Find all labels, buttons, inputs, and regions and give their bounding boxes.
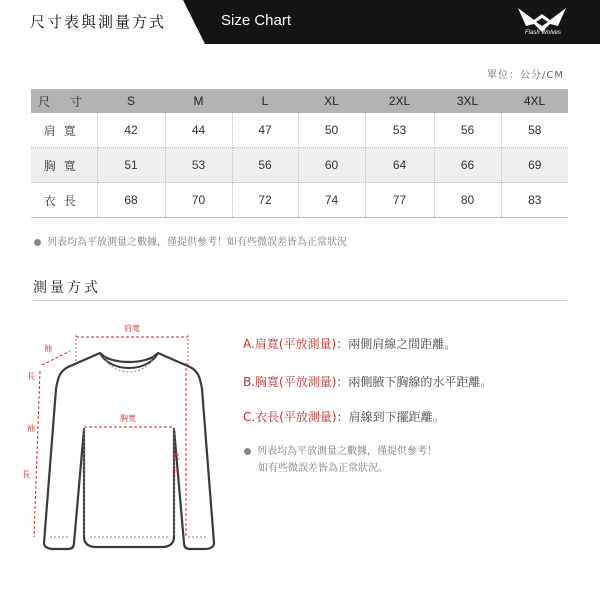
method-section-title: 測量方式 (33, 280, 101, 296)
table-cell: 74 (298, 183, 365, 218)
table-cell: 68 (97, 183, 165, 218)
measurement-note-line2: 如有些微誤差皆為正常狀況。 (258, 463, 388, 474)
length-label-2: 長 (172, 466, 180, 475)
column-header: S (97, 89, 165, 113)
shirt-outline (44, 353, 214, 549)
chest-label: 胸寬 (120, 414, 136, 423)
table-cell: 72 (232, 183, 298, 218)
column-header: L (232, 89, 298, 113)
table-cell: 50 (298, 113, 365, 148)
page-title: 尺寸表與測量方式 (30, 13, 167, 31)
bullet-icon (34, 239, 41, 246)
table-cell: 42 (97, 113, 165, 148)
table-cell: 51 (97, 148, 165, 183)
brand-name: Flash Wolves (524, 30, 561, 36)
page-subtitle: Size Chart (221, 12, 292, 29)
table-cell: 44 (165, 113, 232, 148)
table-cell: 83 (501, 183, 568, 218)
column-header: 尺 寸 (31, 89, 97, 113)
table-cell: 69 (501, 148, 568, 183)
sleeve-label-top-1: 袖 (44, 344, 52, 353)
bullet-icon (244, 448, 251, 455)
sleeve-label-side-1: 袖 (27, 424, 35, 433)
column-header: 2XL (365, 89, 434, 113)
length-label-1: 衣 (172, 452, 180, 461)
unit-label: 單位：公分/CM (487, 70, 564, 81)
definition-chest (243, 373, 492, 390)
table-row (31, 113, 568, 148)
table-cell: 77 (365, 183, 434, 218)
table-cell: 56 (434, 113, 501, 148)
table-cell: 58 (501, 113, 568, 148)
table-cell: 66 (434, 148, 501, 183)
size-table (31, 89, 568, 218)
column-header: XL (298, 89, 365, 113)
section-divider (33, 300, 567, 301)
column-header: M (165, 89, 232, 113)
table-cell: 80 (434, 183, 501, 218)
definition-text: ：兩側肩線之間距離。 (336, 337, 457, 351)
table-cell: 47 (232, 113, 298, 148)
shoulder-label: 肩寬 (124, 324, 140, 333)
sleeve-label-side-2: 長 (22, 470, 30, 479)
table-row (31, 148, 568, 183)
definition-shoulder (243, 335, 456, 352)
table-cell: 53 (165, 148, 232, 183)
table-cell: 64 (365, 148, 434, 183)
measurement-note-line1: 列表均為平放測量之數據，僅提供參考！ (257, 446, 437, 457)
column-header: 4XL (501, 89, 568, 113)
table-cell: 53 (365, 113, 434, 148)
definition-length (243, 408, 445, 425)
table-row (31, 183, 568, 218)
definition-text: ：肩線到下擺距離。 (336, 410, 445, 424)
definition-label: A.肩寬(平放測量) (243, 337, 337, 351)
table-cell: 56 (232, 148, 298, 183)
definition-text: ：兩側腋下胸線的水平距離。 (336, 375, 493, 389)
row-label: 衣長 (31, 183, 97, 218)
definition-label: C.衣長(平放測量) (243, 410, 337, 424)
sleeve-label-top-2: 長 (27, 372, 35, 381)
definition-label: B.胸寬(平放測量) (243, 375, 337, 389)
column-header: 3XL (434, 89, 501, 113)
row-label: 胸寬 (31, 148, 97, 183)
wolf-logo-icon (514, 4, 570, 42)
table-cell: 70 (165, 183, 232, 218)
shirt-measurement-diagram (22, 315, 228, 565)
table-cell: 60 (298, 148, 365, 183)
row-label: 肩寬 (31, 113, 97, 148)
table-note-text: 列表均為平放測量之數據，僅提供參考！如有些微誤差皆為正常狀況 (47, 237, 347, 248)
measurement-note (244, 443, 437, 477)
table-header-row (31, 89, 568, 113)
table-note (34, 233, 347, 248)
